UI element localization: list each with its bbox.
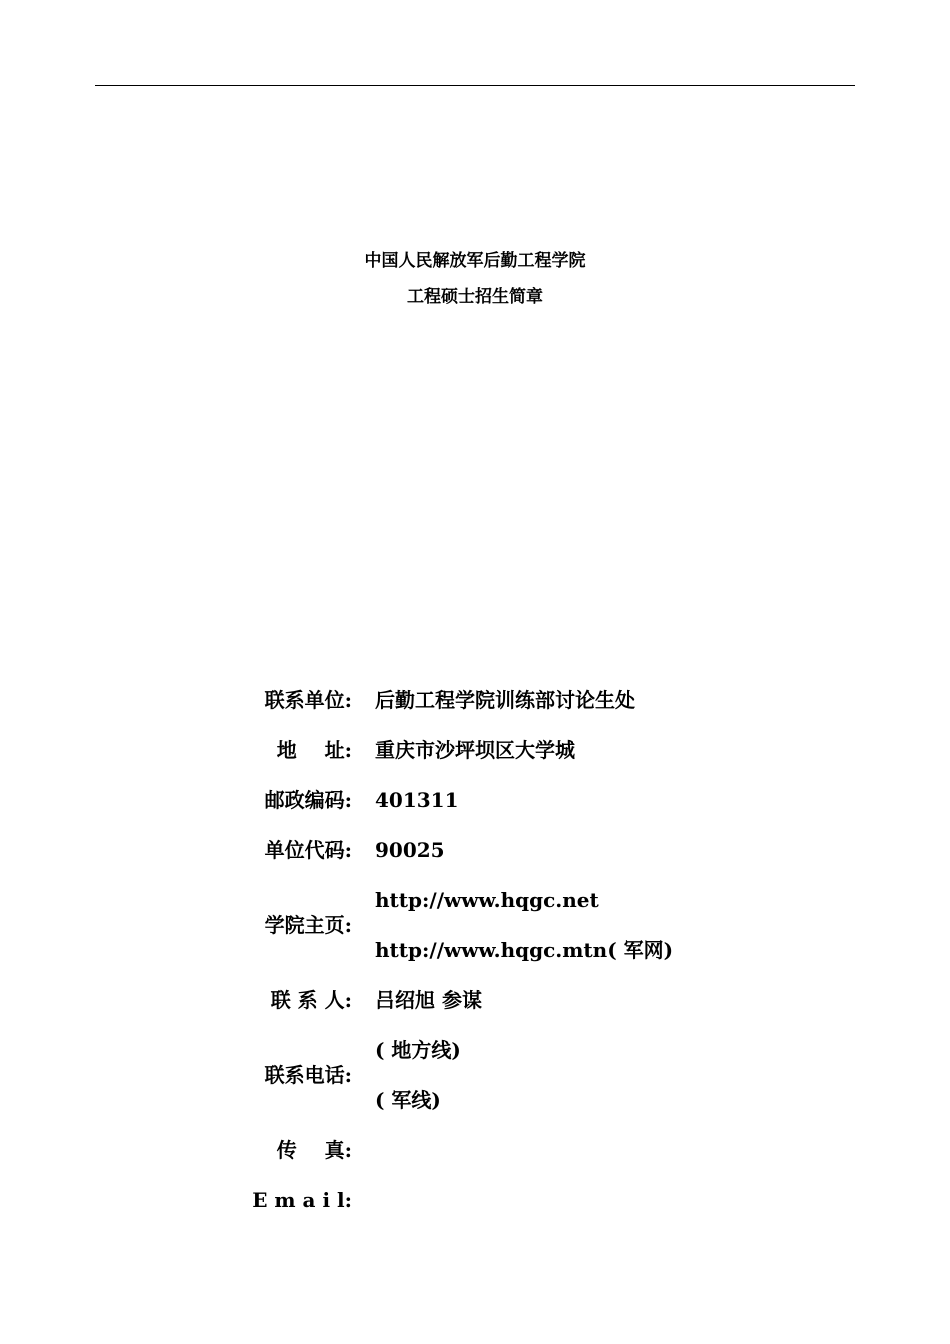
contact-info-table — [240, 675, 720, 1225]
person-label: 联 系 人: — [270, 988, 352, 1012]
unit-value: 后勤工程学院训练部讨论生处 — [375, 688, 635, 712]
unit-label: 联系单位: — [264, 688, 352, 712]
postcode-value: 401311 — [375, 788, 459, 812]
contact-row-email — [240, 1175, 720, 1225]
person-value: 吕绍旭 参谋 — [375, 988, 482, 1012]
title-institution: 中国人民解放军后勤工程学院 — [364, 251, 586, 271]
homepage-link-public[interactable]: http://www.hqgc.net — [375, 888, 599, 912]
homepage-label: 学院主页: — [264, 913, 352, 937]
contact-row-person — [240, 975, 720, 1025]
contact-row-fax — [240, 1125, 720, 1175]
address-label: 地 址: — [276, 738, 352, 762]
unit-code-value: 90025 — [375, 838, 445, 862]
fax-label: 传 真: — [276, 1138, 352, 1162]
contact-row-unit — [240, 675, 720, 725]
contact-row-homepage — [240, 875, 720, 975]
phone-label: 联系电话: — [264, 1063, 352, 1087]
contact-row-unit-code — [240, 825, 720, 875]
homepage-link-military[interactable]: http://www.hqgc.mtn( 军网) — [375, 938, 674, 962]
contact-row-postcode — [240, 775, 720, 825]
phone-values — [375, 1025, 720, 1125]
phone-local-line: ( 地方线) — [375, 1038, 461, 1062]
phone-military-line: ( 军线) — [375, 1088, 441, 1112]
document-title — [0, 246, 950, 318]
email-label: E m a i l: — [252, 1188, 352, 1212]
homepage-values — [375, 875, 720, 975]
email-value — [375, 1175, 720, 1225]
contact-row-phone — [240, 1025, 720, 1125]
header-rule — [95, 85, 855, 86]
postcode-label: 邮政编码: — [264, 788, 352, 812]
fax-value — [375, 1125, 720, 1175]
address-value: 重庆市沙坪坝区大学城 — [375, 738, 575, 762]
contact-row-address — [240, 725, 720, 775]
unit-code-label: 单位代码: — [264, 838, 352, 862]
title-brochure: 工程硕士招生简章 — [407, 287, 543, 307]
